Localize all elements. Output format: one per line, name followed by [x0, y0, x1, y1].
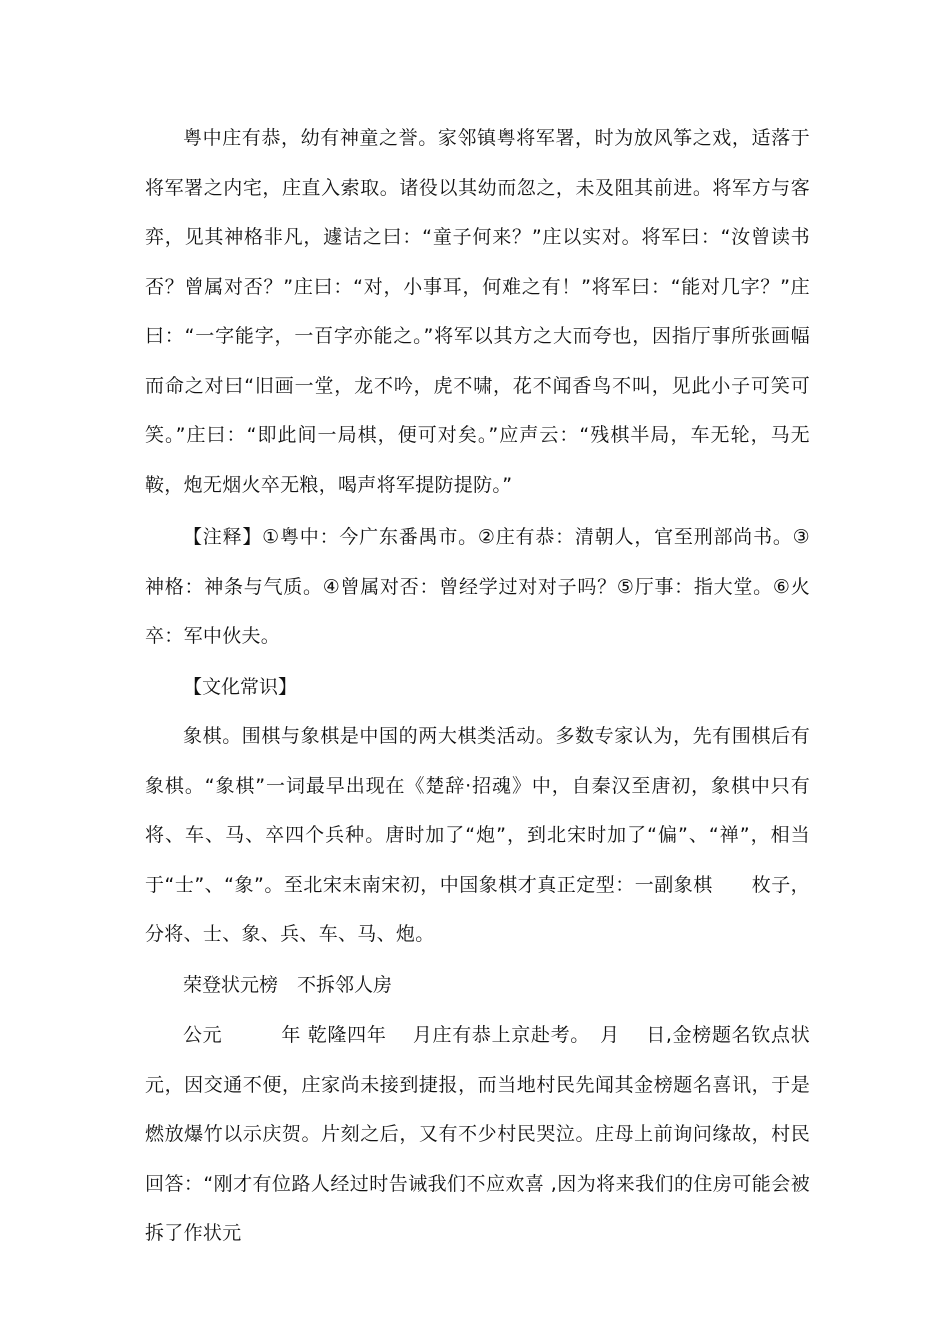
- section-heading: 荣登状元榜 不拆邻人房: [183, 974, 393, 996]
- final-paragraph: 公元 年 乾隆四年 月庄有恭上京赴考。 月 日,金榜题名钦点状元，因交通不便，庄家尚未接到捷报，而当地村民先闻其金榜题名喜讯，于是燃放爆竹以示庆贺。片刻之后，又有不少村民哭泣。庄母上前询问缘故，村民回答：“刚才有位路人经过时告诫我们不应欢喜 ,因为将来我们的住房可能会被拆了作状元: [145, 1024, 810, 1244]
- story-paragraph: 粤中庄有恭，幼有神童之誉。家邻镇粤将军署，时为放风筝之戏，适落于将军署之内宅，庄直入索取。诸役以其幼而忽之，未及阻其前进。将军方与客弈，见其神格非凡，遽诘之曰：“童子何来？”庄以实对。将军曰：“汝曾读书否？曾属对否？”庄曰：“对，小事耳，何难之有！”将军曰：“能对几字？”庄曰：“一字能字，一百字亦能之。”将军以其方之大而夸也，因指厅事所张画幅而命之对曰“旧画一堂，龙不吟，虎不啸，花不闻香鸟不叫，见此小子可笑可笑。”庄曰：“即此间一局棋，便可对矣。”应声云：“残棋半局，车无轮，马无鞍，炮无烟火卒无粮，喝声将军提防提防。”: [145, 127, 810, 496]
- culture-heading: 【文化常识】: [183, 676, 298, 698]
- notes-paragraph: 【注释】①粤中：今广东番禺市。②庄有恭：清朝人，官至刑部尚书。③神格：神条与气质。④曾属对否：曾经学过对对子吗？⑤厅事：指大堂。⑥火卒：军中伙夫。: [145, 526, 810, 647]
- culture-paragraph: 象棋。围棋与象棋是中国的两大棋类活动。多数专家认为，先有围棋后有象棋。“象棋”一词最早出现在《楚辞·招魂》中，自秦汉至唐初，象棋中只有将、车、马、卒四个兵种。唐时加了“炮”，到北宋时加了“偏”、“禅”，相当于“士”、“象”。至北宋末南宋初，中国象棋才真正定型：一副象棋 枚子，分将、士、象、兵、车、马、炮。: [145, 725, 810, 945]
